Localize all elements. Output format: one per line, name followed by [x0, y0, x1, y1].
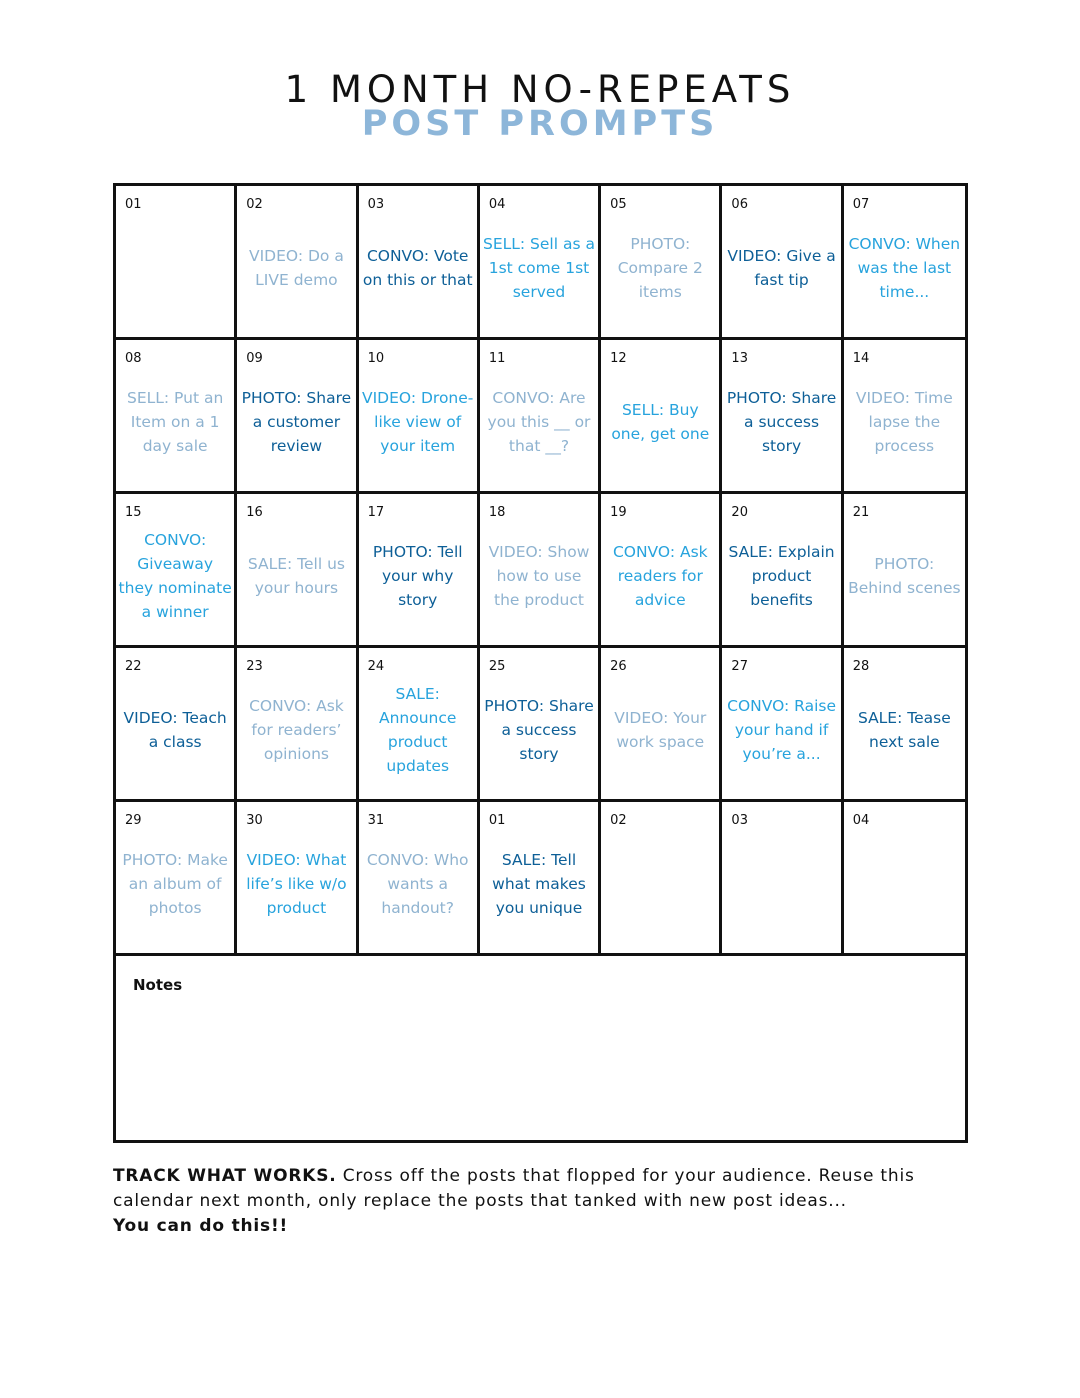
day-number: 25	[488, 659, 506, 674]
post-prompt	[118, 224, 232, 331]
calendar-cell	[601, 802, 722, 956]
post-prompt-text: PHOTO: Share a success story	[726, 388, 837, 455]
day-number: 17	[367, 505, 385, 520]
post-prompt	[118, 378, 232, 485]
calendar-cell	[601, 186, 722, 340]
calendar-cell	[237, 802, 358, 956]
footer-lead: TRACK WHAT WORKS.	[113, 1166, 337, 1186]
post-prompt	[603, 378, 717, 485]
day-number: 08	[125, 351, 142, 366]
day-number: 16	[246, 505, 263, 520]
day-number: 01	[488, 813, 506, 828]
day-number: 30	[246, 813, 263, 828]
day-number: 18	[488, 505, 506, 520]
post-prompt	[724, 686, 838, 793]
post-prompt	[846, 224, 963, 331]
post-prompt	[846, 686, 963, 793]
calendar-cell	[722, 802, 843, 956]
post-prompt	[239, 378, 353, 485]
post-prompt	[239, 686, 353, 793]
post-prompt-text: SELL: Buy one, get one	[611, 400, 710, 443]
day-number: 06	[731, 197, 748, 212]
day-number: 27	[731, 659, 748, 674]
day-number: 10	[367, 351, 385, 366]
post-prompt	[724, 840, 838, 947]
post-prompt-text: VIDEO: Your work space	[614, 708, 707, 751]
post-prompt-text: SALE: Announce product updates	[378, 684, 457, 775]
calendar-cell	[116, 186, 237, 340]
post-prompt	[846, 840, 963, 947]
calendar-cell	[359, 494, 480, 648]
day-number: 02	[246, 197, 263, 212]
calendar-grid	[113, 183, 968, 1143]
post-prompt-text: CONVO: Ask for readers’ opinions	[249, 696, 344, 763]
post-prompt	[846, 532, 963, 639]
post-prompt	[482, 378, 596, 485]
calendar-cell	[722, 186, 843, 340]
calendar-cell	[722, 648, 843, 802]
calendar-cell	[359, 340, 480, 494]
calendar-cell	[480, 186, 601, 340]
post-prompt	[239, 532, 353, 639]
post-prompt	[846, 378, 963, 485]
calendar-cell	[480, 494, 601, 648]
post-prompt	[482, 840, 596, 947]
calendar-cell	[601, 494, 722, 648]
post-prompt	[603, 686, 717, 793]
post-prompt-text: VIDEO: Show how to use the product	[488, 542, 590, 609]
calendar-cell	[237, 494, 358, 648]
post-prompt-text: CONVO: Ask readers for advice	[612, 542, 708, 609]
calendar-cell	[116, 802, 237, 956]
post-prompt	[482, 686, 596, 793]
calendar-cell	[844, 186, 965, 340]
post-prompt	[361, 532, 475, 639]
post-prompt	[603, 840, 717, 947]
day-number: 11	[488, 351, 506, 366]
day-number: 31	[367, 813, 385, 828]
calendar-days	[116, 186, 965, 956]
post-prompt	[239, 840, 353, 947]
calendar-cell	[359, 186, 480, 340]
calendar-cell	[844, 340, 965, 494]
calendar-cell	[601, 648, 722, 802]
day-number: 13	[731, 351, 748, 366]
notes-box[interactable]	[116, 956, 965, 1140]
post-prompt-text: PHOTO: Share a success story	[484, 696, 594, 763]
day-number: 07	[852, 197, 870, 212]
calendar-cell	[237, 186, 358, 340]
day-number: 14	[852, 351, 870, 366]
calendar-cell	[480, 648, 601, 802]
post-prompt	[361, 840, 475, 947]
calendar-cell	[601, 340, 722, 494]
footer-text	[113, 1164, 963, 1239]
post-prompt-text: SELL: Sell as a 1st come 1st served	[483, 234, 595, 301]
post-prompt	[603, 532, 717, 639]
calendar-cell	[237, 648, 358, 802]
post-prompt-text: CONVO: Are you this __ or that __?	[487, 388, 591, 455]
post-prompt	[239, 224, 353, 331]
day-number: 23	[246, 659, 263, 674]
calendar-cell	[844, 648, 965, 802]
page-title: 1 MONTH NO-REPEATS	[284, 68, 796, 111]
post-prompt-text: PHOTO: Compare 2 items	[617, 234, 703, 301]
post-prompt-text: VIDEO: What life’s like w/o product	[246, 850, 347, 917]
post-prompt-text: SALE: Tease next sale	[857, 708, 951, 751]
day-number: 24	[367, 659, 385, 674]
post-prompt-text: CONVO: When was the last time...	[848, 234, 961, 301]
day-number: 12	[610, 351, 627, 366]
post-prompt-text: SELL: Put an Item on a 1 day sale	[127, 388, 224, 455]
post-prompt-text: CONVO: Vote on this or that	[362, 246, 473, 289]
post-prompt	[482, 224, 596, 331]
day-number: 20	[731, 505, 748, 520]
day-number: 15	[125, 505, 142, 520]
post-prompt	[361, 224, 475, 331]
page-subtitle: POST PROMPTS	[361, 104, 719, 144]
day-number: 02	[610, 813, 627, 828]
day-number: 03	[731, 813, 748, 828]
post-prompt	[118, 532, 232, 639]
post-prompt-text: CONVO: Giveaway they nominate a winner	[118, 530, 232, 621]
footer-body: Cross off the posts that flopped for your audience. Reuse this calendar next month, only replace the posts that tanked with new post ideas...	[113, 1166, 915, 1211]
day-number: 22	[125, 659, 142, 674]
post-prompt	[724, 224, 838, 331]
post-prompt-text: PHOTO: Share a customer review	[241, 388, 352, 455]
post-prompt-text: VIDEO: Time lapse the process	[855, 388, 953, 455]
post-prompt-text: PHOTO: Tell your why story	[372, 542, 463, 609]
post-prompt-text: VIDEO: Teach a class	[123, 708, 227, 751]
calendar-cell	[116, 494, 237, 648]
post-prompt-text: SALE: Tell what makes you unique	[492, 850, 586, 917]
post-prompt	[724, 378, 838, 485]
footer-closing: You can do this!!	[113, 1216, 289, 1236]
day-number: 04	[488, 197, 506, 212]
post-prompt-text: SALE: Explain product benefits	[728, 542, 835, 609]
post-prompt-text: CONVO: Who wants a handout?	[366, 850, 469, 917]
post-prompt	[118, 686, 232, 793]
post-prompt-text: VIDEO: Drone-like view of your item	[362, 388, 474, 455]
calendar-cell	[722, 494, 843, 648]
post-prompt-text: VIDEO: Give a fast tip	[727, 246, 836, 289]
day-number: 21	[852, 505, 870, 520]
day-number: 01	[125, 197, 142, 212]
day-number: 28	[852, 659, 870, 674]
calendar-cell	[237, 340, 358, 494]
post-prompt	[118, 840, 232, 947]
calendar-cell	[722, 340, 843, 494]
post-prompt	[603, 224, 717, 331]
calendar-cell	[844, 494, 965, 648]
post-prompt-text: VIDEO: Do a LIVE demo	[249, 246, 344, 289]
post-prompt-text: CONVO: Raise your hand if you’re a...	[727, 696, 836, 763]
post-prompt	[361, 686, 475, 793]
day-number: 04	[852, 813, 870, 828]
calendar-cell	[359, 802, 480, 956]
post-prompt	[724, 532, 838, 639]
day-number: 29	[125, 813, 142, 828]
calendar-cell	[480, 340, 601, 494]
day-number: 03	[367, 197, 385, 212]
day-number: 19	[610, 505, 627, 520]
calendar-cell	[116, 340, 237, 494]
post-prompt-text: SALE: Tell us your hours	[247, 554, 345, 597]
post-prompt-text: PHOTO: Make an album of photos	[122, 850, 228, 917]
calendar-cell	[480, 802, 601, 956]
notes-label: Notes	[133, 976, 183, 994]
day-number: 26	[610, 659, 627, 674]
day-number: 09	[246, 351, 263, 366]
calendar-cell	[116, 648, 237, 802]
post-prompt-text: PHOTO: Behind scenes	[848, 554, 961, 597]
day-number: 05	[610, 197, 627, 212]
post-prompt	[361, 378, 475, 485]
calendar-cell	[359, 648, 480, 802]
post-prompt	[482, 532, 596, 639]
calendar-cell	[844, 802, 965, 956]
